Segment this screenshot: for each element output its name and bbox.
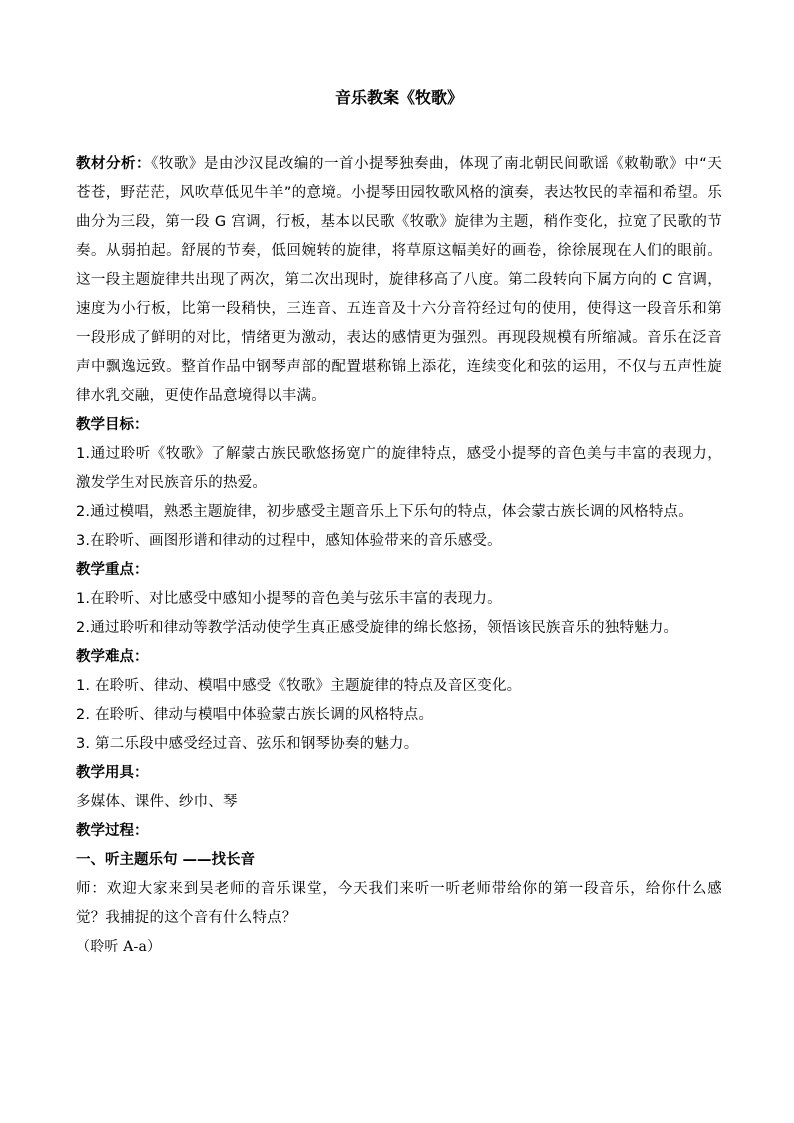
analysis-label: 教材分析： xyxy=(76,156,152,172)
goal-item: 3.在聆听、画图形谱和律动的过程中，感知体验带来的音乐感受。 xyxy=(76,533,502,549)
key-point-item: 1.在聆听、对比感受中感知小提琴的音色美与弦乐丰富的表现力。 xyxy=(76,591,502,607)
process-heading: 教学过程： xyxy=(76,823,149,839)
tools-text: 多媒体、课件、纱巾、琴 xyxy=(76,794,238,810)
process-section-text: 师：欢迎大家来到吴老师的音乐课堂，今天我们来听一听老师带给你的第一段音乐，给你什么感觉？我捕捉的这个音有什么特点？ xyxy=(76,881,722,926)
analysis-paragraph xyxy=(76,150,722,411)
difficulty-item: 3. 第二乐段中感受经过音、弦乐和钢琴协奏的魅力。 xyxy=(76,736,419,752)
document-page xyxy=(76,86,722,962)
tools-heading: 教学用具： xyxy=(76,765,149,781)
analysis-text: 《牧歌》是由沙汉昆改编的一首小提琴独奏曲，体现了南北朝民间歌谣《敕勒歌》中“天苍苍，野茫茫，风吹草低见牛羊”的意境。小提琴田园牧歌风格的演奏，表达牧民的幸福和希望。乐曲分为三段，第一段 G 宫调，行板，基本以民歌《牧歌》旋律为主题，稍作变化，拉宽了民歌的节奏。从弱拍起。舒展的节奏，低回婉转的旋律，将草原这幅美好的画卷，徐徐展现在人们的眼前。这一段主题旋律共出现了两次，第二次出现时，旋律移高了八度。第二段转向下属方向的 C 宫调，速度为小行板，比第一段稍快，三连音、五连音及十六分音符经过句的使用，使得这一段音乐和第一段形成了鲜明的对比，情绪更为激动，表达的感情更为强烈。再现段规模有所缩减。音乐在泛音声中飘逸远致。整首作品中钢琴声部的配置堪称锦上添花，连续变化和弦的运用，不仅与五声性旋律水乳交融，更使作品意境得以丰满。 xyxy=(76,156,722,404)
goal-item: 2.通过模唱，熟悉主题旋律，初步感受主题音乐上下乐句的特点，体会蒙古族长调的风格特点。 xyxy=(76,504,693,520)
difficulty-item: 1. 在聆听、律动、模唱中感受《牧歌》主题旋律的特点及音区变化。 xyxy=(76,678,522,694)
difficulties-heading: 教学难点： xyxy=(76,649,149,665)
document-title: 音乐教案《牧歌》 xyxy=(334,88,463,107)
key-points-heading: 教学重点： xyxy=(76,562,149,578)
key-point-item: 2.通过聆听和律动等教学活动使学生真正感受旋律的绵长悠扬，领悟该民族音乐的独特魅力。 xyxy=(76,620,679,636)
goals-heading: 教学目标： xyxy=(76,417,149,433)
difficulty-item: 2. 在聆听、律动与模唱中体验蒙古族长调的风格特点。 xyxy=(76,707,434,723)
goal-item: 1.通过聆听《牧歌》了解蒙古族民歌悠扬宽广的旋律特点，感受小提琴的音色美与丰富的表现力，激发学生对民族音乐的热爱。 xyxy=(76,446,722,491)
process-section-note: （聆听 A-a） xyxy=(76,939,162,955)
process-section-title: 一、听主题乐句 ——找长音 xyxy=(76,852,256,868)
